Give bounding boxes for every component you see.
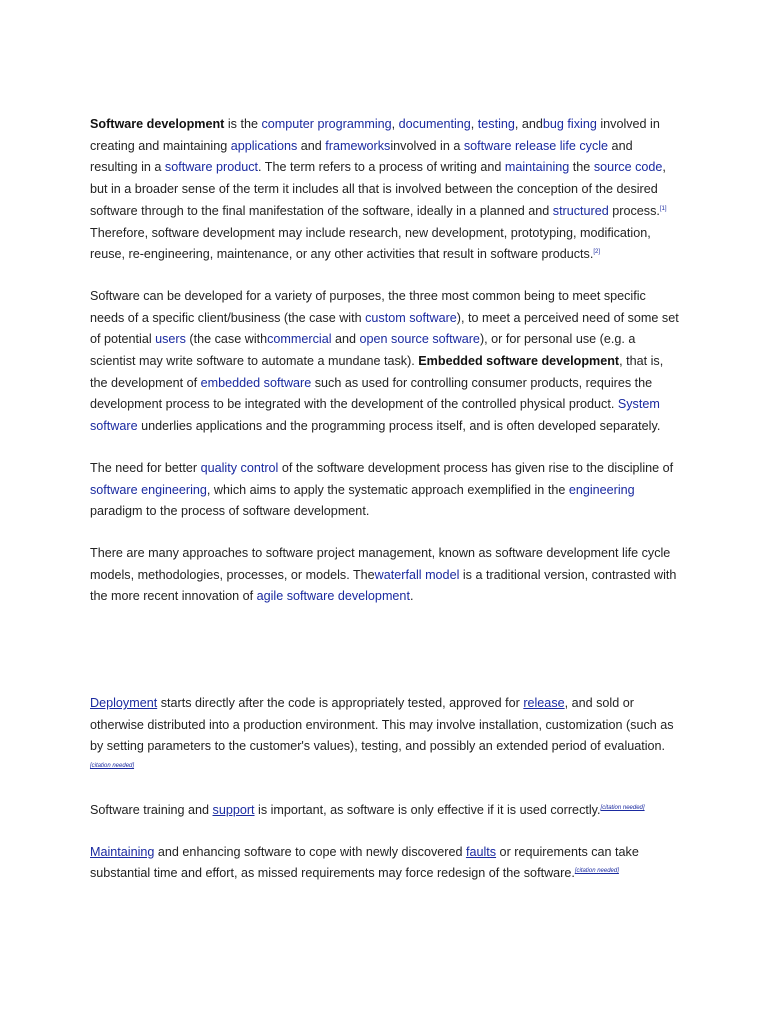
text: , and — [514, 117, 543, 131]
link-documenting[interactable]: documenting — [398, 117, 471, 131]
text: . — [409, 589, 414, 604]
link-software-release-life-cycle[interactable]: software release life cycle — [463, 138, 609, 153]
text: Software training and — [90, 802, 213, 817]
text: (the case with — [185, 332, 268, 347]
link-faults[interactable]: faults — [465, 844, 497, 859]
text: and enhancing software to cope with newly discovered — [154, 844, 466, 859]
text: is the — [224, 117, 262, 131]
link-testing[interactable]: testing — [477, 117, 515, 131]
paragraph-purposes — [90, 286, 680, 438]
text: involved in a — [390, 138, 464, 153]
link-open-source-software[interactable]: open source software — [359, 332, 480, 347]
text: involved in creating and maintaining — [90, 117, 660, 153]
paragraph-quality-control — [90, 458, 680, 523]
link-maintaining[interactable]: maintaining — [504, 160, 570, 175]
reference-1[interactable]: [1] — [659, 205, 667, 212]
citation-needed[interactable]: [citation needed] — [574, 868, 619, 875]
section-gap — [90, 628, 680, 693]
link-custom-software[interactable]: custom software — [365, 310, 457, 325]
paragraph-intro — [90, 114, 680, 266]
text: , but in a broader sense of the term it includes all that is involved between the conception of the desired software through to the final manifestation of the software, ideally in a planned and — [90, 160, 666, 218]
link-release[interactable]: release — [523, 696, 565, 711]
link-waterfall-model[interactable]: waterfall model — [374, 567, 460, 582]
term-embedded-software-development: Embedded software development — [418, 354, 620, 369]
link-users[interactable]: users — [155, 332, 186, 347]
text: , — [470, 117, 478, 131]
text: Software can be developed for a variety of purposes, the three most common being to meet specific needs of a specific client/business (the case with — [90, 288, 646, 325]
link-commercial[interactable]: commercial — [267, 332, 332, 347]
text: ), or for personal use (e.g. a scientist may write software to automate a mundane task). — [90, 332, 636, 369]
paragraph-approaches — [90, 543, 680, 608]
link-support[interactable]: support — [212, 802, 255, 817]
text: and resulting in a — [90, 138, 633, 175]
text: such as used for controlling consumer products, requires the development process to be integrated with the development of the controlled physical product. — [90, 375, 653, 412]
link-software-engineering[interactable]: software engineering — [90, 482, 207, 497]
link-system-software[interactable]: System software — [90, 397, 660, 434]
text: . The term refers to a process of writing and — [258, 160, 505, 175]
text: is important, as software is only effective if it is used correctly. — [254, 802, 601, 817]
link-applications[interactable]: applications — [230, 138, 298, 153]
text: starts directly after the code is appropriately tested, approved for — [157, 696, 524, 711]
paragraph-maintaining — [90, 842, 680, 885]
text: underlies applications and the programming process itself, and is often developed separately. — [137, 419, 661, 434]
link-agile-software-development[interactable]: agile software development — [256, 589, 410, 604]
text: and — [331, 332, 360, 347]
paragraph-deployment — [90, 693, 680, 780]
paragraph-training — [90, 800, 680, 822]
citation-needed[interactable]: [citation needed] — [600, 804, 645, 811]
text: process. — [608, 203, 660, 218]
link-software-product[interactable]: software product — [164, 160, 259, 175]
text: , which aims to apply the systematic approach exemplified in the — [206, 482, 569, 497]
text: The need for better — [90, 460, 201, 475]
text: , and sold or otherwise distributed into a production environment. This may involve installation, customization (such as by setting parameters to the customer's values), testing, and possibly an extended period of evaluation. — [90, 696, 674, 754]
citation-needed[interactable]: [citation needed] — [90, 762, 135, 769]
reference-2[interactable]: [2] — [593, 249, 600, 256]
link-maintaining-section[interactable]: Maintaining — [90, 844, 155, 859]
text: , — [391, 117, 399, 131]
text: is a traditional version, contrasted with the more recent innovation of — [90, 567, 677, 604]
link-structured[interactable]: structured — [552, 203, 609, 218]
link-embedded-software[interactable]: embedded software — [200, 375, 312, 390]
link-quality-control[interactable]: quality control — [200, 460, 279, 475]
link-frameworks[interactable]: frameworks — [325, 138, 391, 153]
text: ), to meet a perceived need of some set of potential — [90, 310, 679, 347]
link-computer-programming[interactable]: computer programming — [261, 117, 392, 131]
document-page — [90, 114, 680, 905]
text: or requirements can take substantial time and effort, as missed requirements may force redesign of the software. — [90, 844, 639, 881]
text: paradigm to the process of software development. — [90, 504, 370, 519]
text: There are many approaches to software project management, known as software development life cycle models, methodologies, processes, or models. The — [90, 545, 671, 582]
link-bug-fixing[interactable]: bug fixing — [542, 117, 597, 131]
term-software-development: Software development — [90, 117, 225, 131]
link-engineering[interactable]: engineering — [568, 482, 635, 497]
text: the — [569, 160, 594, 175]
link-deployment[interactable]: Deployment — [90, 696, 158, 711]
link-source-code[interactable]: source code — [593, 160, 663, 175]
text: , that is, the development of — [90, 354, 664, 390]
text: and — [297, 138, 326, 153]
text: Therefore, software development may include research, new development, prototyping, modification, reuse, re-engineering, maintenance, or any other activities that result in software products. — [90, 225, 651, 262]
text: of the software development process has given rise to the discipline of — [278, 460, 674, 475]
